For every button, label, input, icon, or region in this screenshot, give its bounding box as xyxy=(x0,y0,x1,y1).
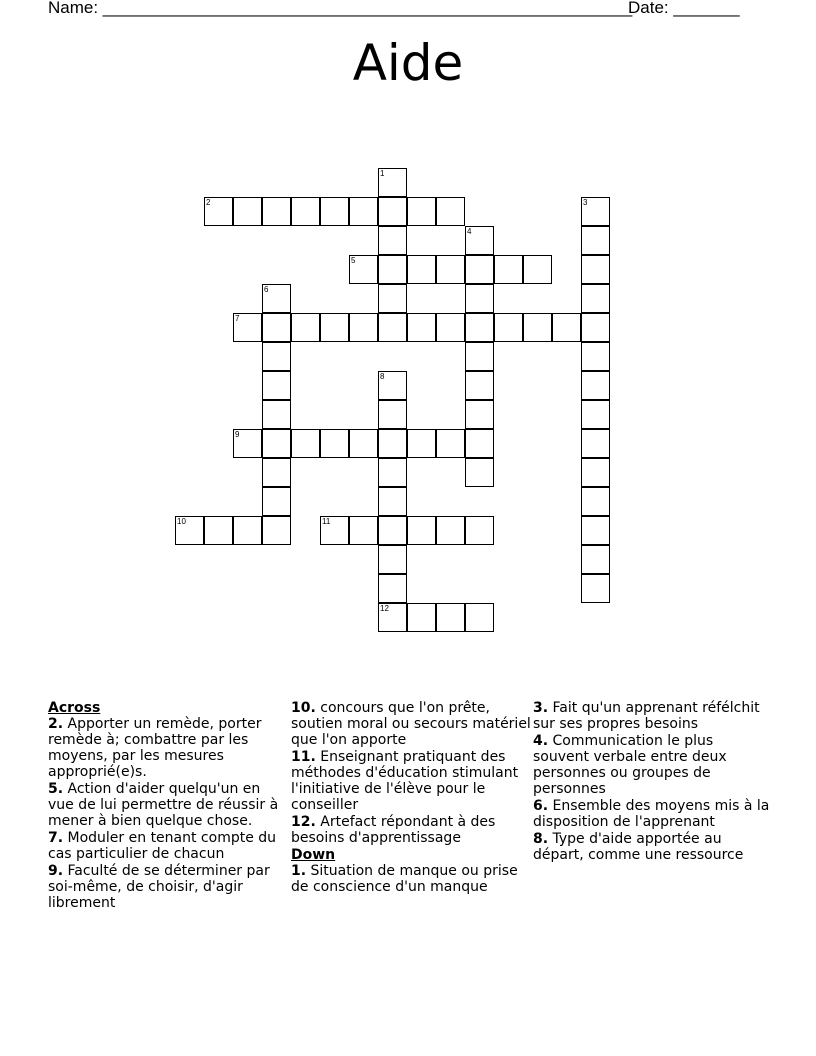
grid-cell[interactable] xyxy=(436,516,465,545)
grid-cell[interactable] xyxy=(262,400,291,429)
grid-cell[interactable] xyxy=(465,516,494,545)
clue-number: 10. xyxy=(291,700,316,716)
clue-across-9 xyxy=(48,863,288,911)
clue-text: Action d'aider quelqu'un en vue de lui permettre de réussir à mener à bien quelque chose. xyxy=(48,781,279,829)
grid-cell[interactable] xyxy=(233,429,262,458)
clue-text: Fait qu'un apprenant réfélchit sur ses propres besoins xyxy=(533,700,760,732)
grid-cell[interactable] xyxy=(204,197,233,226)
grid-cell[interactable] xyxy=(581,487,610,516)
grid-cell[interactable] xyxy=(465,342,494,371)
grid-cell[interactable] xyxy=(465,458,494,487)
grid-cell[interactable] xyxy=(349,313,378,342)
grid-cell[interactable] xyxy=(378,429,407,458)
clue-number: 7. xyxy=(48,830,64,846)
clue-text: Apporter un remède, porter remède à; combattre par les moyens, par les mesures approprié(e)s. xyxy=(48,716,262,780)
cell-number: 1 xyxy=(380,169,385,178)
cell-number: 8 xyxy=(380,372,385,381)
grid-cell[interactable] xyxy=(581,371,610,400)
cell-number: 4 xyxy=(467,227,472,236)
grid-cell[interactable] xyxy=(378,400,407,429)
grid-cell[interactable] xyxy=(320,429,349,458)
down-heading: Down xyxy=(291,847,336,863)
grid-cell[interactable] xyxy=(407,516,436,545)
grid-cell[interactable] xyxy=(349,197,378,226)
cell-number: 10 xyxy=(177,517,186,526)
grid-cell[interactable] xyxy=(523,313,552,342)
grid-cell[interactable] xyxy=(465,255,494,284)
grid-cell[interactable] xyxy=(494,313,523,342)
date-field-label: Date: _______ xyxy=(628,0,740,17)
cell-number: 9 xyxy=(235,430,240,439)
grid-cell[interactable] xyxy=(581,429,610,458)
clues-column-3 xyxy=(533,700,773,864)
clue-text: Type d'aide apportée au départ, comme une ressource xyxy=(533,831,744,863)
clue-number: 6. xyxy=(533,798,549,814)
grid-cell[interactable] xyxy=(407,603,436,632)
grid-cell[interactable] xyxy=(291,197,320,226)
clue-down-3 xyxy=(533,700,773,732)
grid-cell[interactable] xyxy=(378,371,407,400)
cell-number: 6 xyxy=(264,285,269,294)
grid-cell[interactable] xyxy=(262,458,291,487)
grid-cell[interactable] xyxy=(320,197,349,226)
grid-cell[interactable] xyxy=(465,371,494,400)
grid-cell[interactable] xyxy=(465,603,494,632)
grid-cell[interactable] xyxy=(378,458,407,487)
grid-cell[interactable] xyxy=(436,429,465,458)
grid-cell[interactable] xyxy=(262,313,291,342)
clue-text: Ensemble des moyens mis à la disposition de l'apprenant xyxy=(533,798,770,830)
grid-cell[interactable] xyxy=(262,197,291,226)
grid-cell[interactable] xyxy=(436,313,465,342)
clue-across-12 xyxy=(291,814,531,846)
clue-text: Enseignant pratiquant des méthodes d'éducation stimulant l'initiative de l'élève pour le conseiller xyxy=(291,749,519,813)
grid-cell[interactable] xyxy=(262,342,291,371)
clue-number: 4. xyxy=(533,733,549,749)
clue-number: 8. xyxy=(533,831,549,847)
grid-cell[interactable] xyxy=(436,603,465,632)
clue-number: 9. xyxy=(48,863,64,879)
clue-down-8 xyxy=(533,831,773,863)
grid-cell[interactable] xyxy=(407,313,436,342)
grid-cell[interactable] xyxy=(378,313,407,342)
clue-across-5 xyxy=(48,781,288,829)
clue-text: Situation de manque ou prise de conscience d'un manque xyxy=(291,863,518,895)
grid-cell[interactable] xyxy=(581,400,610,429)
grid-cell[interactable] xyxy=(378,545,407,574)
grid-cell[interactable] xyxy=(465,284,494,313)
clue-across-2 xyxy=(48,716,288,780)
grid-cell[interactable] xyxy=(581,574,610,603)
cell-number: 3 xyxy=(583,198,588,207)
clues-column-1 xyxy=(48,700,288,912)
grid-cell[interactable] xyxy=(378,487,407,516)
grid-cell[interactable] xyxy=(378,255,407,284)
grid-cell[interactable] xyxy=(407,255,436,284)
clue-number: 2. xyxy=(48,716,64,732)
grid-cell[interactable] xyxy=(320,313,349,342)
grid-cell[interactable] xyxy=(349,255,378,284)
clue-across-10 xyxy=(291,700,531,748)
clue-down-6 xyxy=(533,798,773,830)
grid-cell[interactable] xyxy=(262,429,291,458)
grid-cell[interactable] xyxy=(581,226,610,255)
cell-number: 5 xyxy=(351,256,356,265)
grid-cell[interactable] xyxy=(378,574,407,603)
across-heading: Across xyxy=(48,700,101,716)
grid-cell[interactable] xyxy=(581,255,610,284)
grid-cell[interactable] xyxy=(262,284,291,313)
grid-cell[interactable] xyxy=(465,226,494,255)
grid-cell[interactable] xyxy=(204,516,233,545)
clue-text: Communication le plus souvent verbale entre deux personnes ou groupes de personnes xyxy=(533,733,727,797)
grid-cell[interactable] xyxy=(378,226,407,255)
grid-cell[interactable] xyxy=(465,400,494,429)
grid-cell[interactable] xyxy=(233,197,262,226)
cell-number: 11 xyxy=(322,517,331,526)
grid-cell[interactable] xyxy=(262,371,291,400)
grid-cell[interactable] xyxy=(465,313,494,342)
grid-cell[interactable] xyxy=(175,516,204,545)
grid-cell[interactable] xyxy=(581,342,610,371)
grid-cell[interactable] xyxy=(581,313,610,342)
clue-number: 12. xyxy=(291,814,316,830)
grid-cell[interactable] xyxy=(465,429,494,458)
grid-cell[interactable] xyxy=(581,545,610,574)
clue-text: concours que l'on prête, soutien moral ou secours matériel que l'on apporte xyxy=(291,700,531,748)
grid-cell[interactable] xyxy=(262,516,291,545)
grid-cell[interactable] xyxy=(523,255,552,284)
clue-across-7 xyxy=(48,830,288,862)
grid-cell[interactable] xyxy=(291,313,320,342)
clues-column-2 xyxy=(291,700,531,896)
clue-number: 3. xyxy=(533,700,549,716)
grid-cell[interactable] xyxy=(378,284,407,313)
clue-number: 1. xyxy=(291,863,307,879)
clue-down-4 xyxy=(533,733,773,797)
grid-cell[interactable] xyxy=(233,516,262,545)
grid-cell[interactable] xyxy=(407,197,436,226)
grid-cell[interactable] xyxy=(581,516,610,545)
clue-text: Artefact répondant à des besoins d'apprentissage xyxy=(291,814,496,846)
clue-text: Faculté de se déterminer par soi-même, de choisir, d'agir librement xyxy=(48,863,270,911)
grid-cell[interactable] xyxy=(581,458,610,487)
grid-cell[interactable] xyxy=(378,168,407,197)
grid-cell[interactable] xyxy=(552,313,581,342)
grid-cell[interactable] xyxy=(378,603,407,632)
clue-across-11 xyxy=(291,749,531,813)
name-field-label: Name: ________________________________________________________ xyxy=(48,0,633,17)
clue-number: 11. xyxy=(291,749,316,765)
clue-down-1 xyxy=(291,863,531,895)
grid-cell[interactable] xyxy=(436,255,465,284)
puzzle-title: Aide xyxy=(352,34,464,92)
grid-cell[interactable] xyxy=(494,255,523,284)
clue-text: Moduler en tenant compte du cas particulier de chacun xyxy=(48,830,277,862)
grid-cell[interactable] xyxy=(349,429,378,458)
grid-cell[interactable] xyxy=(581,284,610,313)
cell-number: 12 xyxy=(380,604,389,613)
clue-number: 5. xyxy=(48,781,64,797)
grid-cell[interactable] xyxy=(291,429,320,458)
grid-cell[interactable] xyxy=(378,197,407,226)
grid-cell[interactable] xyxy=(581,197,610,226)
grid-cell[interactable] xyxy=(436,197,465,226)
grid-cell[interactable] xyxy=(407,429,436,458)
grid-cell[interactable] xyxy=(378,516,407,545)
grid-cell[interactable] xyxy=(262,487,291,516)
grid-cell[interactable] xyxy=(233,313,262,342)
cell-number: 7 xyxy=(235,314,240,323)
grid-cell[interactable] xyxy=(320,516,349,545)
cell-number: 2 xyxy=(206,198,211,207)
grid-cell[interactable] xyxy=(349,516,378,545)
